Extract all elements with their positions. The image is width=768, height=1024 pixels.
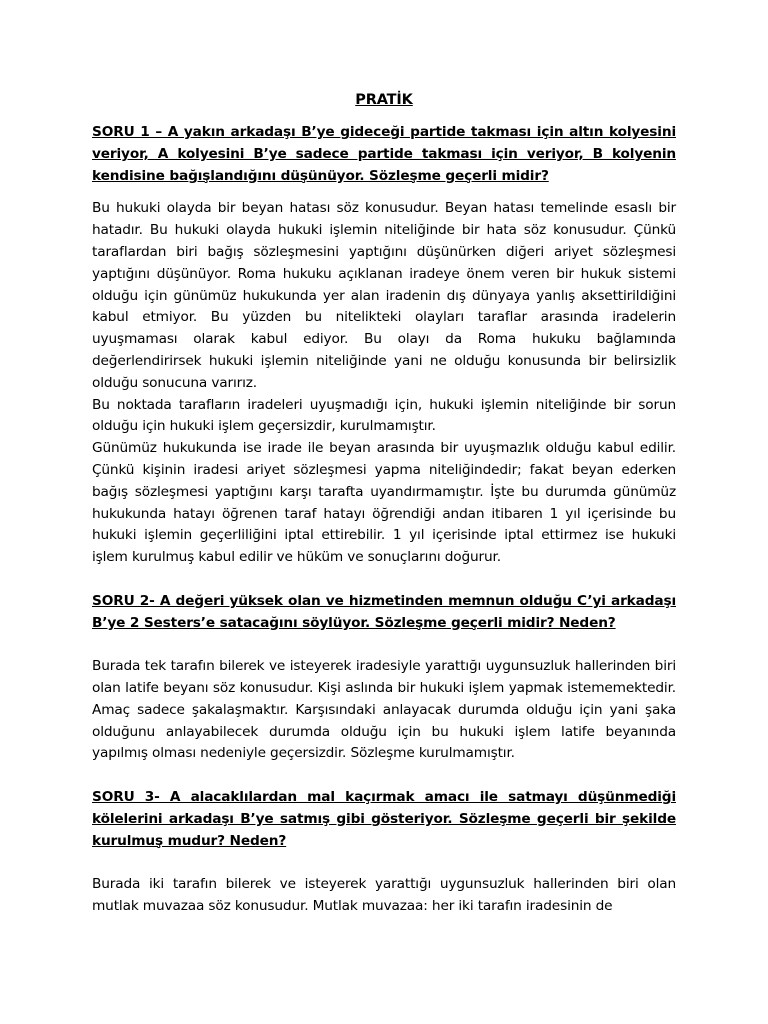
question-1: SORU 1 – A yakın arkadaşı B’ye gideceği partide takması için altın kolyesini veriyor, A kolyesini B’ye sadece partide takması için veriyor, B kolyenin kendisine bağışlandığını düşünüyor. Sözleşme geçerli midir? — [92, 124, 676, 184]
spacer — [92, 852, 676, 874]
answer-2-paragraph-1: Burada tek tarafın bilerek ve isteyerek iradesiyle yarattığı uygunsuzluk hallerinden biri olan latife beyanı söz konusudur. Kişi aslında bir hukuki işlem yapmak istememektedir. Amaç sadece şakalaşmaktır. Karşısındaki anlayacak durumda olduğu için yani şaka olduğunu anlayabilecek durumda olduğu için bu hukuki işlem latife beyanında yapılmış olması nedeniyle geçersizdir. Sözleşme kurulmamıştır. — [92, 658, 676, 762]
spacer — [92, 634, 676, 656]
document-page — [92, 90, 676, 918]
document-title: PRATİK — [355, 92, 413, 108]
answer-1-paragraph-1: Bu hukuki olayda bir beyan hatası söz konusudur. Beyan hatası temelinde esaslı bir hatadır. Bu hukuki olayda hukuki işlemin niteliğinde bir hata söz konusudur. Çünkü taraflardan biri bağış sözleşmesini yaptığını düşünürken diğeri ariyet sözleşmesi yaptığını düşünüyor. Roma hukuku açıklanan iradeye önem veren bir hukuk sistemi olduğu için günümüz hukukunda yer alan iradenin dış dünyaya yanlış aksettirildiğini kabul etmiyor. Bu yüzden bu nitelikteki olayları taraflar arasında iradelerin uyuşmaması olarak kabul ediyor. Bu olayı da Roma hukuku bağlamında değerlendirirsek hukuki işlemin niteliğinde yani ne olduğu konusunda bir belirsizlik olduğu sonucuna varırız. — [92, 200, 676, 391]
spacer — [92, 569, 676, 591]
answer-3-paragraph-1: Burada iki tarafın bilerek ve isteyerek yarattığı uygunsuzluk hallerinden biri olan mutlak muvazaa söz konusudur. Mutlak muvazaa: her iki tarafın iradesinin de — [92, 876, 676, 914]
question-3: SORU 3- A alacaklılardan mal kaçırmak amacı ile satmayı düşünmediği kölelerini arkadaşı B’ye satmış gibi gösteriyor. Sözleşme geçerli bir şekilde kurulmuş mudur? Neden? — [92, 788, 676, 849]
answer-1-paragraph-2: Bu noktada tarafların iradeleri uyuşmadığı için, hukuki işlemin niteliğinde bir sorun olduğu için hukuki işlem geçersizdir, kurulmamıştır. — [92, 396, 676, 435]
question-2: SORU 2- A değeri yüksek olan ve hizmetinden memnun olduğu C’yi arkadaşı B’ye 2 Sesters’e satacağını söylüyor. Sözleşme geçerli midir? Neden? — [92, 592, 676, 631]
answer-1-paragraph-3: Günümüz hukukunda ise irade ile beyan arasında bir uyuşmazlık olduğu kabul edilir. Çünkü kişinin iradesi ariyet sözleşmesi yapma niteliğindedir; fakat beyan ederken bağış sözleşmesi yaptığını karşı tarafta uyandırmamıştır. İşte bu durumda günümüz hukukunda hatayı öğrenen taraf hatayı öğrendiği andan itibaren 1 yıl içerisinde bu hukuki işlemin geçerliliğini iptal ettirebilir. 1 yıl içerisinde iptal ettirmez ise hukuki işlem kurulmuş kabul edilir ve hüküm ve sonuçlarını doğurur. — [92, 440, 676, 566]
spacer — [92, 765, 676, 787]
